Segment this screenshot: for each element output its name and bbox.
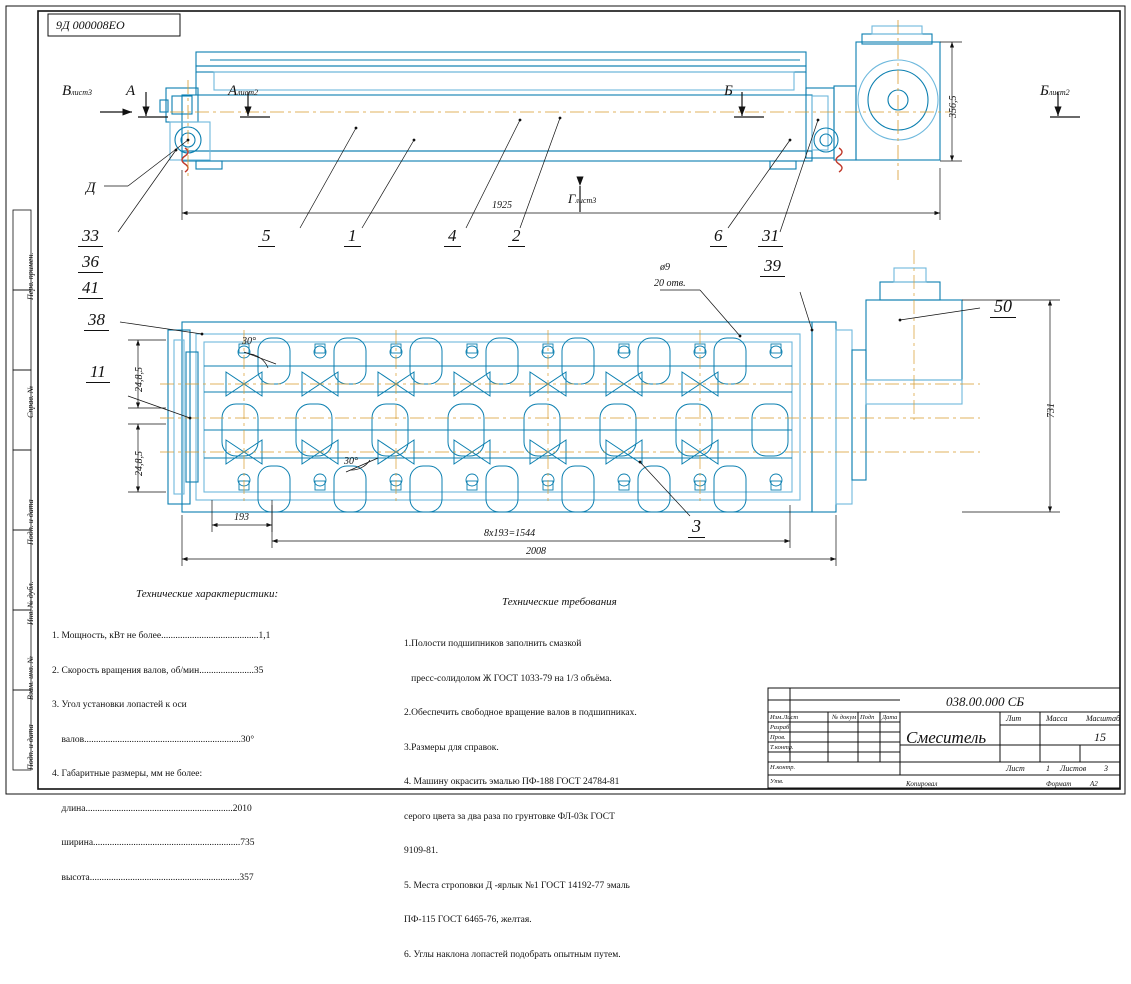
margin-label-3: Инв. № дубл. bbox=[26, 581, 35, 625]
view-letter-b2: Блист2 bbox=[1040, 83, 1070, 99]
format-label: Формат bbox=[1046, 780, 1072, 788]
balloon-6: 6 bbox=[710, 226, 727, 247]
stamp-col-0: Изм.Лист bbox=[770, 714, 799, 721]
margin-label-1: Справ. № bbox=[26, 385, 35, 418]
title-block-header-scale: Масштаб bbox=[1086, 714, 1121, 723]
dim-8x193: 8х193=1544 bbox=[484, 528, 536, 539]
tech-req-line-3: 3.Размеры для справок. bbox=[404, 742, 499, 753]
tech-req-line-0: 1.Полости подшипников заполнить смазкой bbox=[404, 639, 582, 649]
title-block-doc-number: 038.00.000 СБ bbox=[946, 694, 1025, 709]
tech-req-list bbox=[404, 616, 637, 984]
tech-req-line-4: 4. Машину окрасить эмалью ПФ-188 ГОСТ 24784-81 bbox=[404, 777, 620, 787]
tech-char-line-0: 1. Мощность, кВт не более.........................................1,1 bbox=[52, 631, 271, 641]
title-block-header-lit: Лит bbox=[1006, 714, 1022, 723]
angle-30-top: 30° bbox=[242, 336, 256, 347]
view-letter-v: Влист3 bbox=[62, 83, 92, 99]
drawing-code: 9Д 000008ЕО bbox=[56, 18, 125, 32]
tech-req-title: Технические требования bbox=[502, 596, 617, 608]
balloon-36: 36 bbox=[78, 252, 103, 273]
tech-char-list bbox=[52, 608, 270, 907]
dim-731: 731 bbox=[1046, 403, 1057, 418]
copier-label: Копировал bbox=[906, 780, 938, 788]
view-letter-a2: Алист2 bbox=[228, 83, 258, 99]
balloon-41: 41 bbox=[78, 278, 103, 299]
balloon-4: 4 bbox=[444, 226, 461, 247]
stamp-col-3: Дата bbox=[882, 714, 898, 721]
dim-2008: 2008 bbox=[526, 546, 546, 557]
tech-char-line-3: валов..................................................................30° bbox=[52, 734, 255, 745]
tech-req-line-1: пресс-солидолом Ж ГОСТ 1033-79 на 1/3 объёма. bbox=[404, 673, 612, 684]
tech-char-line-5: длина..............................................................2010 bbox=[52, 803, 252, 814]
balloon-5: 5 bbox=[258, 226, 275, 247]
title-block-scale-value: 15 bbox=[1094, 730, 1106, 744]
stamp-col-2: Подп bbox=[860, 714, 875, 721]
title-block-sheet-value: 1 bbox=[1046, 764, 1050, 773]
view-letter-b1: Б bbox=[724, 83, 733, 99]
hole-diameter-callout: ø9 bbox=[660, 262, 670, 273]
view-letter-a1: А bbox=[126, 83, 136, 99]
stamp-row-nkontr: Н.контр. bbox=[770, 764, 796, 771]
tech-char-line-4: 4. Габаритные размеры, мм не более: bbox=[52, 769, 203, 779]
tech-req-line-2: 2.Обеспечить свободное вращение валов в подшипниках. bbox=[404, 708, 637, 718]
title-block-sheets-value: 3 bbox=[1104, 764, 1108, 773]
balloon-3: 3 bbox=[688, 516, 705, 538]
title-block-name: Смеситель bbox=[906, 728, 987, 747]
balloon-11: 11 bbox=[86, 362, 110, 383]
stamp-row-razrab: Разраб. bbox=[770, 724, 791, 731]
margin-label-5: Подп. и дата bbox=[26, 724, 35, 770]
tech-req-line-9: 6. Углы наклона лопастей подобрать опытным путем. bbox=[404, 949, 621, 960]
angle-30-bottom: 30° bbox=[344, 456, 358, 467]
title-block-sheets-label: Листов bbox=[1060, 764, 1087, 773]
balloon-38: 38 bbox=[84, 310, 109, 331]
tech-char-line-7: высота...............................................................357 bbox=[52, 872, 254, 883]
tech-req-line-5: серого цвета за два раза по грунтовке ФЛ-03к ГОСТ bbox=[404, 811, 615, 822]
tech-char-line-2: 3. Угол установки лопастей к оси bbox=[52, 700, 187, 710]
dim-1925: 1925 bbox=[492, 200, 512, 211]
title-block-header-mass: Масса bbox=[1046, 714, 1068, 723]
dim-24-8-5-a: 24,8,5 bbox=[134, 367, 145, 392]
tech-req-line-8: ПФ-115 ГОСТ 6465-76, желтая. bbox=[404, 915, 532, 925]
stamp-row-prov: Пров. bbox=[770, 734, 786, 741]
hole-count-callout: 20 отв. bbox=[654, 278, 686, 289]
dim-24-8-5-b: 24,8,5 bbox=[134, 451, 145, 476]
dim-356-5: 356,5 bbox=[948, 95, 959, 118]
view-letter-d: Д bbox=[86, 180, 96, 196]
title-block-sheet-label: Лист bbox=[1006, 764, 1025, 773]
tech-req-line-7: 5. Места строповки Д -ярлык №1 ГОСТ 14192-77 эмаль bbox=[404, 880, 630, 891]
stamp-row-utv: Утв. bbox=[770, 778, 784, 785]
tech-char-title: Технические характеристики: bbox=[136, 588, 279, 600]
tech-req-line-6: 9109-81. bbox=[404, 846, 439, 856]
stamp-row-tkontr: Т.контр. bbox=[770, 744, 794, 751]
view-letter-g: Глист3 bbox=[568, 191, 597, 206]
stamp-col-1: № докум bbox=[832, 714, 857, 721]
balloon-2: 2 bbox=[508, 226, 525, 247]
balloon-33: 33 bbox=[78, 226, 103, 247]
balloon-1: 1 bbox=[344, 226, 361, 247]
margin-label-0: Перв. примен. bbox=[26, 252, 35, 300]
balloon-50: 50 bbox=[990, 296, 1016, 318]
tech-char-line-1: 2. Скорость вращения валов, об/мин.......................35 bbox=[52, 665, 264, 676]
balloon-31: 31 bbox=[758, 226, 783, 247]
margin-label-2: Подп. и дата bbox=[26, 499, 35, 545]
balloon-39: 39 bbox=[760, 256, 785, 277]
format-value: А2 bbox=[1090, 780, 1098, 788]
dim-193: 193 bbox=[234, 512, 249, 523]
tech-char-line-6: ширина..............................................................735 bbox=[52, 838, 255, 848]
margin-label-4: Взам. инв. № bbox=[26, 655, 35, 700]
